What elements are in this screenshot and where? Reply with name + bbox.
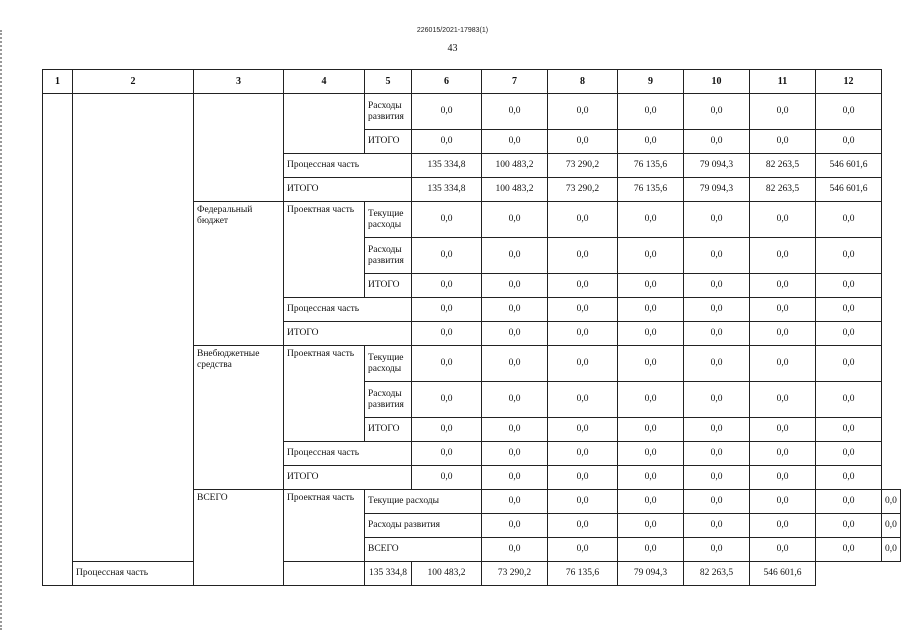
value-cell: 0,0 (816, 490, 882, 514)
value-cell: 0,0 (412, 274, 482, 298)
value-cell: 73 290,2 (482, 562, 548, 586)
value-cell: 0,0 (482, 238, 548, 274)
col-header: 6 (412, 70, 482, 94)
row-label-dev: Расходы развития (365, 94, 412, 130)
value-cell: 0,0 (750, 538, 816, 562)
source-federal-budget: Федеральный бюджет (194, 202, 284, 346)
value-cell: 0,0 (482, 202, 548, 238)
row-label-total: ИТОГО (365, 274, 412, 298)
value-cell: 82 263,5 (750, 154, 816, 178)
part-project: Проектная часть (284, 490, 365, 562)
value-cell: 0,0 (750, 238, 816, 274)
budget-table (42, 69, 901, 586)
value-cell: 0,0 (548, 466, 618, 490)
value-cell: 0,0 (618, 130, 684, 154)
value-cell: 0,0 (482, 538, 548, 562)
value-cell: 100 483,2 (482, 178, 548, 202)
value-cell: 0,0 (684, 538, 750, 562)
value-cell: 0,0 (412, 298, 482, 322)
value-cell: 0,0 (482, 382, 548, 418)
source-extrabudgetary: Внебюджетные средства (194, 346, 284, 490)
value-cell: 0,0 (618, 322, 684, 346)
value-cell: 0,0 (816, 346, 882, 382)
value-cell: 0,0 (816, 202, 882, 238)
value-cell: 0,0 (548, 418, 618, 442)
value-cell: 0,0 (618, 490, 684, 514)
value-cell: 0,0 (548, 538, 618, 562)
value-cell: 0,0 (482, 298, 548, 322)
value-cell: 0,0 (482, 418, 548, 442)
value-cell: 0,0 (618, 202, 684, 238)
value-cell: 0,0 (816, 322, 882, 346)
value-cell: 0,0 (750, 130, 816, 154)
value-cell: 546 601,6 (816, 178, 882, 202)
value-cell: 0,0 (412, 238, 482, 274)
col-header: 4 (284, 70, 365, 94)
col-header: 1 (43, 70, 73, 94)
value-cell: 0,0 (882, 490, 901, 514)
value-cell: 0,0 (684, 442, 750, 466)
value-cell: 0,0 (684, 418, 750, 442)
value-cell: 546 601,6 (750, 562, 816, 586)
part-project: Проектная часть (284, 202, 365, 298)
value-cell: 0,0 (816, 382, 882, 418)
row-label-proc: Процессная часть (284, 442, 412, 466)
col-header: 7 (482, 70, 548, 94)
value-cell: 82 263,5 (750, 178, 816, 202)
value-cell: 0,0 (750, 298, 816, 322)
value-cell: 0,0 (750, 202, 816, 238)
value-cell: 0,0 (412, 130, 482, 154)
value-cell: 79 094,3 (684, 178, 750, 202)
value-cell: 0,0 (816, 298, 882, 322)
row-label-cur: Текущие расходы (365, 490, 482, 514)
col-header: 9 (618, 70, 684, 94)
col-header: 3 (194, 70, 284, 94)
part-project: Проектная часть (284, 346, 365, 442)
value-cell: 0,0 (750, 490, 816, 514)
value-cell: 0,0 (618, 346, 684, 382)
row-label-total: ИТОГО (365, 418, 412, 442)
value-cell: 0,0 (412, 442, 482, 466)
value-cell: 76 135,6 (618, 178, 684, 202)
value-cell: 0,0 (412, 94, 482, 130)
row-label-cur: Текущие расходы (365, 346, 412, 382)
value-cell: 0,0 (750, 94, 816, 130)
value-cell: 0,0 (548, 94, 618, 130)
value-cell: 0,0 (882, 514, 901, 538)
value-cell: 135 334,8 (412, 178, 482, 202)
value-cell: 0,0 (750, 442, 816, 466)
row-label-total: ИТОГО (284, 322, 412, 346)
value-cell: 0,0 (816, 466, 882, 490)
row-label-proc: Процессная часть (73, 562, 365, 586)
value-cell: 0,0 (482, 346, 548, 382)
value-cell: 0,0 (482, 490, 548, 514)
value-cell: 0,0 (548, 130, 618, 154)
value-cell: 100 483,2 (412, 562, 482, 586)
value-cell: 0,0 (482, 442, 548, 466)
value-cell: 0,0 (816, 514, 882, 538)
value-cell: 0,0 (816, 418, 882, 442)
row-label-dev: Расходы развития (365, 382, 412, 418)
value-cell: 135 334,8 (365, 562, 412, 586)
value-cell: 0,0 (618, 538, 684, 562)
value-cell: 0,0 (548, 382, 618, 418)
value-cell: 79 094,3 (684, 154, 750, 178)
value-cell: 0,0 (684, 322, 750, 346)
value-cell: 73 290,2 (548, 154, 618, 178)
value-cell: 0,0 (412, 418, 482, 442)
value-cell: 0,0 (412, 202, 482, 238)
value-cell: 0,0 (618, 94, 684, 130)
value-cell: 0,0 (482, 514, 548, 538)
document-number: 226015/2021-17983(1) (416, 27, 489, 34)
page-number: 43 (447, 43, 458, 54)
value-cell: 0,0 (482, 274, 548, 298)
row-label-dev: Расходы развития (365, 238, 412, 274)
value-cell: 0,0 (684, 238, 750, 274)
value-cell: 0,0 (816, 130, 882, 154)
value-cell: 0,0 (684, 382, 750, 418)
row-label-total: ИТОГО (284, 466, 412, 490)
value-cell: 546 601,6 (816, 154, 882, 178)
value-cell: 0,0 (816, 442, 882, 466)
value-cell: 0,0 (684, 130, 750, 154)
value-cell: 0,0 (618, 418, 684, 442)
total-all-label: ВСЕГО (194, 490, 284, 586)
value-cell: 0,0 (618, 298, 684, 322)
row-label-proc: Процессная часть (284, 154, 412, 178)
value-cell: 0,0 (482, 466, 548, 490)
col2-cell (73, 94, 194, 562)
value-cell: 79 094,3 (618, 562, 684, 586)
value-cell: 0,0 (684, 202, 750, 238)
value-cell: 82 263,5 (684, 562, 750, 586)
row-label-total: ИТОГО (365, 130, 412, 154)
col3-cell (194, 94, 284, 202)
value-cell: 0,0 (548, 442, 618, 466)
column-number-row (43, 70, 901, 94)
value-cell: 0,0 (618, 442, 684, 466)
value-cell: 0,0 (412, 466, 482, 490)
value-cell: 0,0 (618, 382, 684, 418)
value-cell: 135 334,8 (412, 154, 482, 178)
value-cell: 0,0 (548, 322, 618, 346)
value-cell: 0,0 (548, 238, 618, 274)
value-cell: 0,0 (750, 274, 816, 298)
table-row (43, 562, 901, 586)
col-header: 12 (816, 70, 882, 94)
value-cell: 0,0 (684, 346, 750, 382)
value-cell: 0,0 (548, 298, 618, 322)
value-cell: 0,0 (684, 94, 750, 130)
value-cell: 0,0 (684, 514, 750, 538)
col-header: 11 (750, 70, 816, 94)
value-cell: 0,0 (750, 382, 816, 418)
row-label-proc: Процессная часть (284, 298, 412, 322)
value-cell: 0,0 (750, 514, 816, 538)
value-cell: 0,0 (816, 94, 882, 130)
value-cell: 0,0 (816, 238, 882, 274)
value-cell: 0,0 (482, 130, 548, 154)
value-cell: 0,0 (684, 298, 750, 322)
value-cell: 0,0 (548, 274, 618, 298)
col-header: 8 (548, 70, 618, 94)
value-cell: 100 483,2 (482, 154, 548, 178)
value-cell: 0,0 (618, 466, 684, 490)
value-cell: 0,0 (548, 202, 618, 238)
row-label-vsego: ВСЕГО (365, 538, 482, 562)
value-cell: 0,0 (618, 238, 684, 274)
value-cell: 0,0 (684, 274, 750, 298)
value-cell: 0,0 (548, 514, 618, 538)
col1-cell (43, 94, 73, 586)
col-header: 2 (73, 70, 194, 94)
value-cell: 73 290,2 (548, 178, 618, 202)
value-cell: 0,0 (482, 322, 548, 346)
value-cell: 76 135,6 (618, 154, 684, 178)
value-cell: 0,0 (882, 538, 901, 562)
value-cell: 0,0 (618, 514, 684, 538)
table-row (43, 94, 901, 130)
value-cell: 0,0 (482, 94, 548, 130)
row-label-total: ИТОГО (284, 178, 412, 202)
value-cell: 0,0 (412, 382, 482, 418)
col-header: 5 (365, 70, 412, 94)
value-cell: 0,0 (750, 322, 816, 346)
value-cell: 0,0 (684, 466, 750, 490)
row-label-cur: Текущие расходы (365, 202, 412, 238)
value-cell: 76 135,6 (548, 562, 618, 586)
value-cell: 0,0 (816, 538, 882, 562)
value-cell: 0,0 (412, 322, 482, 346)
value-cell: 0,0 (548, 490, 618, 514)
value-cell: 0,0 (816, 274, 882, 298)
value-cell: 0,0 (548, 346, 618, 382)
value-cell: 0,0 (618, 274, 684, 298)
value-cell: 0,0 (750, 418, 816, 442)
col4-cell (284, 94, 365, 154)
value-cell: 0,0 (684, 490, 750, 514)
value-cell: 0,0 (750, 466, 816, 490)
value-cell: 0,0 (412, 346, 482, 382)
row-label-dev: Расходы развития (365, 514, 482, 538)
col-header: 10 (684, 70, 750, 94)
value-cell: 0,0 (750, 346, 816, 382)
scan-margin-mark (0, 30, 5, 630)
